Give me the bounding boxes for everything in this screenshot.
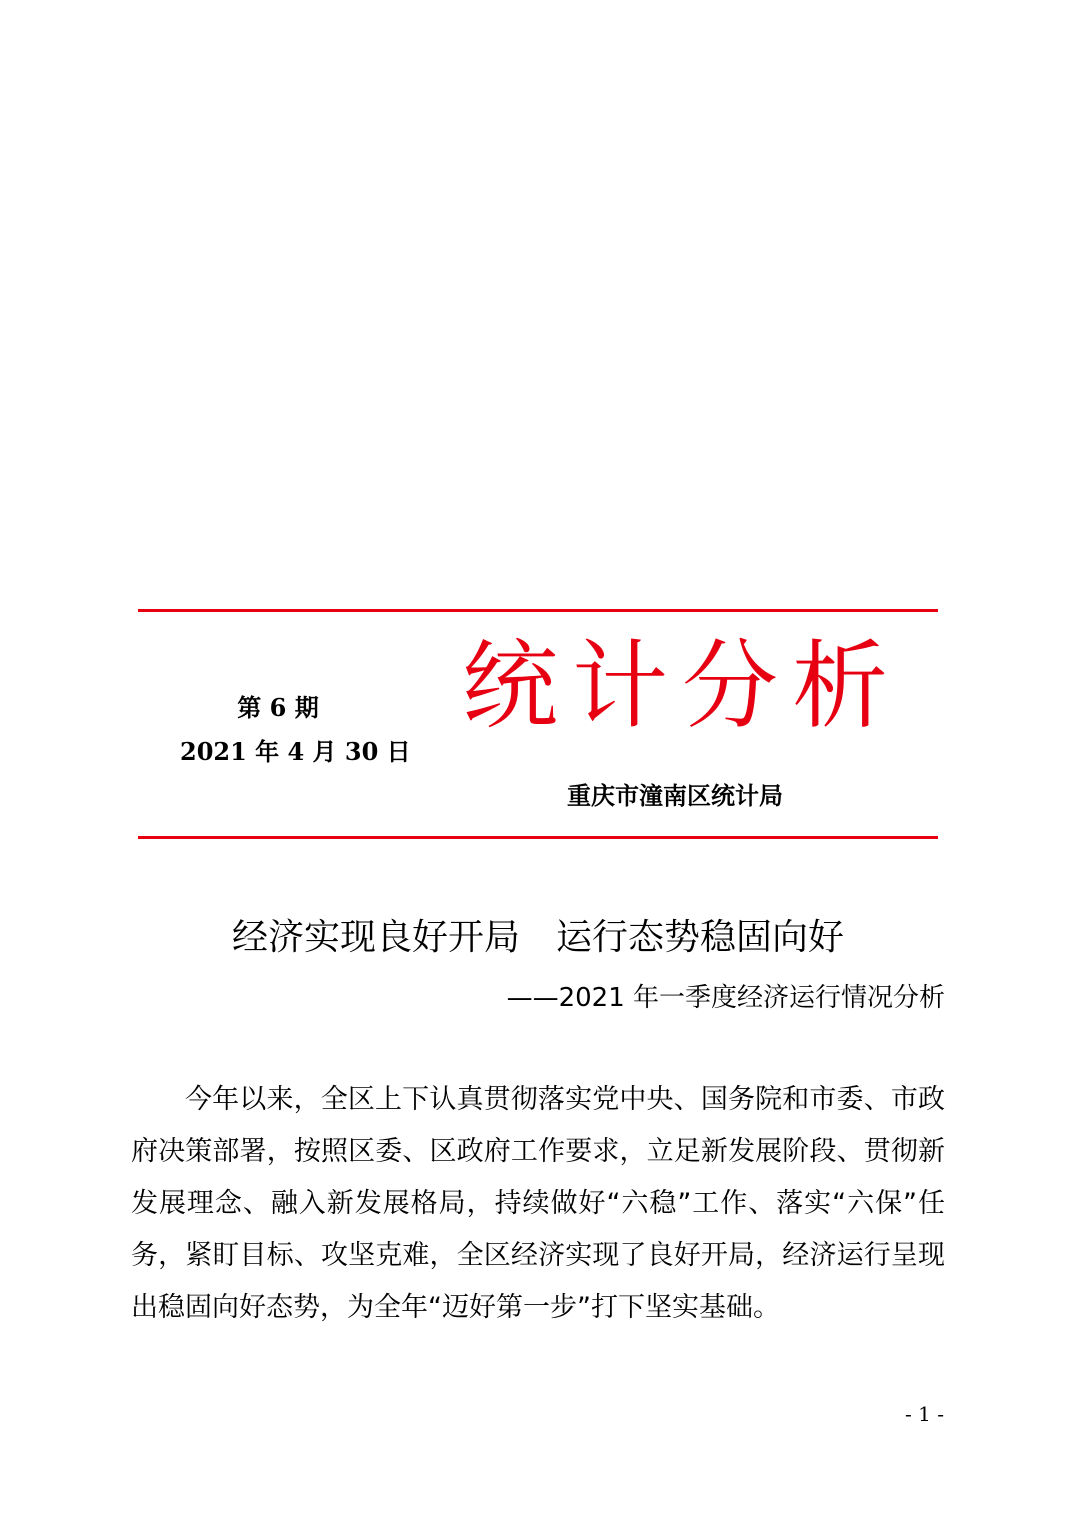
page-number: - 1 -: [905, 1402, 944, 1426]
article-paragraph: 今年以来，全区上下认真贯彻落实党中央、国务院和市委、市政府决策部署，按照区委、区政府工作要求，立足新发展阶段、贯彻新发展理念、融入新发展格局，持续做好“六稳”工作、落实“六保”任务，紧盯目标、攻坚克难，全区经济实现了良好开局，经济运行呈现出稳固向好态势，为全年“迈好第一步”打下坚实基础。: [131, 1084, 945, 1323]
article-subtitle: ——2021 年一季度经济运行情况分析: [506, 983, 945, 1013]
publisher-name: 重庆市潼南区统计局: [567, 782, 783, 810]
issue-date: 2021 年 4 月 30 日: [180, 737, 411, 766]
issue-number: 第 6 期: [237, 693, 319, 722]
article-title: 经济实现良好开局 运行态势稳固向好: [231, 917, 844, 958]
header-top-rule: [138, 609, 938, 612]
masthead-title: 统计分析: [462, 630, 902, 742]
header-bottom-rule: [138, 836, 938, 839]
